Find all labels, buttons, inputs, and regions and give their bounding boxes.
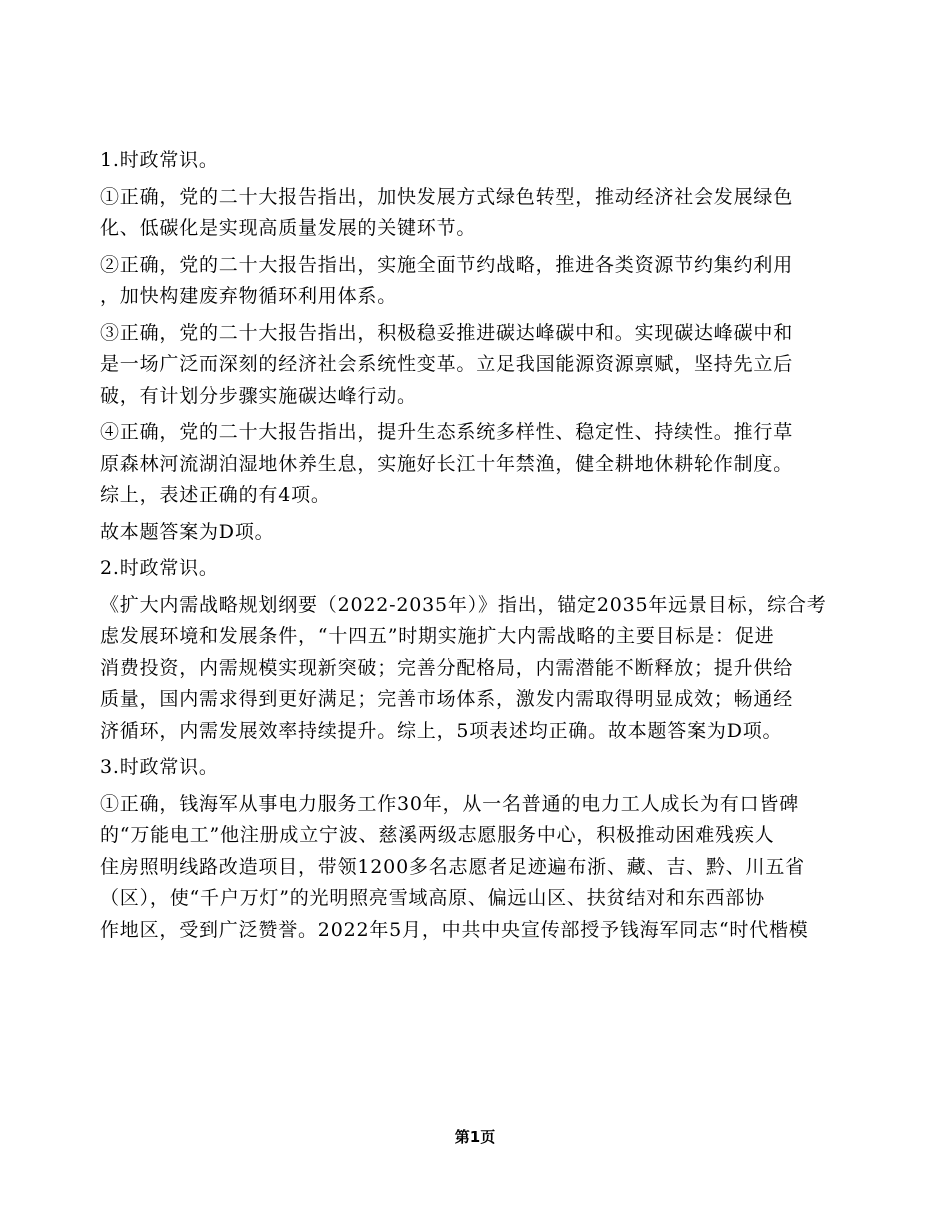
paragraph-q1-item-1: ①正确，党的二十大报告指出，加快发展方式绿色转型，推动经济社会发展绿色 化、低碳化是实现高质量发展的关键环节。 [100,185,794,239]
document-body [100,145,870,946]
paragraph-q1-heading: 1.时政常识。 [100,149,219,171]
paragraph-q1-item-4: ④正确，党的二十大报告指出，提升生态系统多样性、稳定性、持续性。推行草 原森林河流湖泊湿地休养生息，实施好长江十年禁渔，健全耕地休耕轮作制度。 综上，表述正确的有4项。 [100,421,794,506]
paragraph-q1-answer: 故本题答案为D项。 [100,520,275,543]
paragraph-q2-body: 《扩大内需战略规划纲要（2022-2035年）》指出，锚定2035年远景目标，综合考 虑发展环境和发展条件，“十四五”时期实施扩大内需战略的主要目标是：促进 消费投资，内需规模实现新突破；完善分配格局，内需潜能不断释放；提升供给 质量，国内需求得到更好满足；完善市场体系，激发内需取得明显成效；畅通经 济循环，内需发展效率持续提升。综上，5项表述均正确。故本题答案为D项。 [100,593,827,742]
paragraph-q1-item-3: ③正确，党的二十大报告指出，积极稳妥推进碳达峰碳中和。实现碳达峰碳中和 是一场广泛而深刻的经济社会系统性变革。立足我国能源资源禀赋，坚持先立后 破，有计划分步骤实施碳达峰行动。 [100,321,794,407]
page-number: 第1页 [454,1128,496,1146]
paragraph-q3-item-1: ①正确，钱海军从事电力服务工作30年，从一名普通的电力工人成长为有口皆碑 的“万能电工”他注册成立宁波、慈溪两级志愿服务中心，积极推动困难残疾人 住房照明线路改造项目，带领1200多名志愿者足迹遍布浙、藏、吉、黔、川五省 （区），使“千户万灯”的光明照亮雪域高原、偏远山区、扶贫结对和东西部协 作地区，受到广泛赞誉。2022年5月，中共中央宣传部授予钱海军同志“时代楷模 [100,792,809,941]
paragraph-q1-item-2: ②正确，党的二十大报告指出，实施全面节约战略，推进各类资源节约集约利用 ，加快构建废弃物循环利用体系。 [100,253,794,307]
paragraph-q3-heading: 3.时政常识。 [100,756,219,778]
paragraph-q2-heading: 2.时政常识。 [100,557,219,579]
